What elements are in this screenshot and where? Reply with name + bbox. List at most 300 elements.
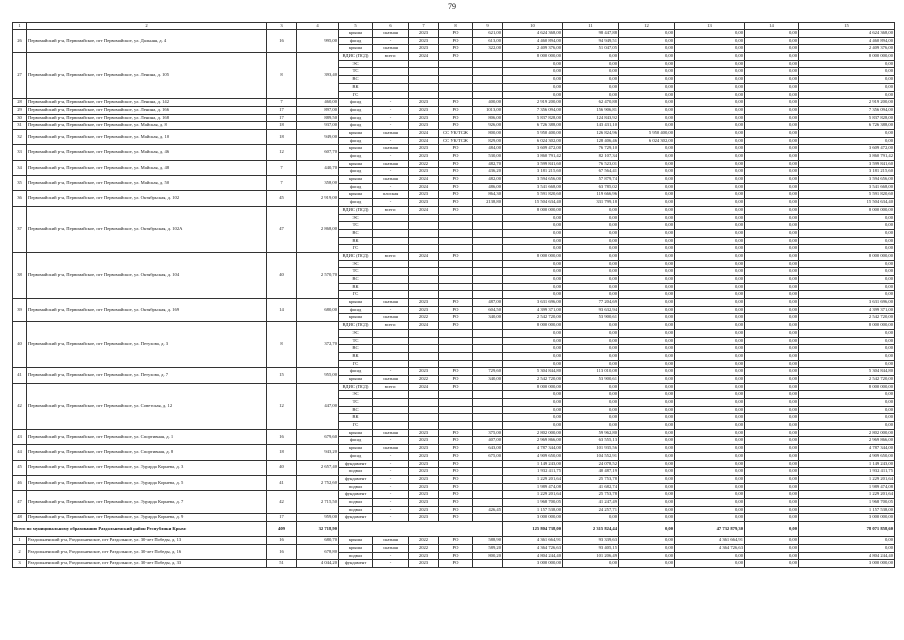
fund-budget-cell: 0,00 [675, 352, 745, 360]
apartments-cell: 17 [267, 514, 297, 522]
fund-regional-cell: 0,00 [799, 406, 895, 414]
fund-local-cell: 0,00 [745, 399, 799, 407]
cost-cell: 1 989 474,08 [503, 483, 563, 491]
subtype-cell [373, 291, 409, 299]
work-type-cell: ВДИС (ПСД) [339, 53, 373, 61]
fund-budget-cell: 0,00 [675, 437, 745, 445]
cost-cell: 0,00 [503, 214, 563, 222]
fund-budget-cell: 0,00 [675, 145, 745, 153]
fund-budget-cell: 0,00 [675, 383, 745, 391]
table-row [13, 560, 895, 568]
fund-regional-cell: 3 181 215,60 [799, 168, 895, 176]
specific-cost-cell: 0,00 [563, 222, 619, 230]
work-type-cell: крыша [339, 545, 373, 553]
fund-budget-cell: 0,00 [675, 191, 745, 199]
year-cell: 2023 [409, 429, 439, 437]
fund-owner-cell: 0,00 [619, 160, 675, 168]
cost-cell: 15 504 634,40 [503, 199, 563, 207]
fund-budget-cell: 0,00 [675, 291, 745, 299]
specific-cost-cell: 59 962,80 [563, 429, 619, 437]
volume-cell [473, 337, 503, 345]
work-type-cell: ЭС [339, 214, 373, 222]
volume-cell: 482,70 [473, 160, 503, 168]
address-cell: Первомайский р-н, Первомайское, пгт Первомайское, ул. Дальняя, д. 4 [27, 30, 267, 53]
fund-local-cell: 0,00 [745, 176, 799, 184]
volume-cell [473, 360, 503, 368]
work-type-cell: ВДИС (ПСД) [339, 383, 373, 391]
row-number-cell: 29 [13, 106, 27, 114]
fund-local-cell: 0,00 [745, 76, 799, 84]
fund-owner-cell: 0,00 [619, 406, 675, 414]
method-cell: СС УК/ТСЖ [439, 137, 473, 145]
fund-local-cell: 0,00 [745, 30, 799, 38]
subtype-cell: - [373, 483, 409, 491]
specific-cost-cell: 0,00 [563, 337, 619, 345]
specific-cost-cell: 0,00 [563, 60, 619, 68]
subtype-cell [373, 360, 409, 368]
year-cell [409, 76, 439, 84]
method-cell: РО [439, 199, 473, 207]
cost-cell: 0,00 [503, 237, 563, 245]
specific-cost-cell: 63 785,02 [563, 183, 619, 191]
cost-cell: 2 802 000,00 [503, 429, 563, 437]
row-number-cell: 35 [13, 176, 27, 191]
fund-budget-cell: 0,00 [675, 460, 745, 468]
area-cell: 2 657,40 [297, 460, 339, 475]
work-type-cell: ВК [339, 352, 373, 360]
subtype-cell: - [373, 475, 409, 483]
year-cell [409, 414, 439, 422]
fund-regional-cell: 0,00 [799, 360, 895, 368]
volume-cell: 400,00 [473, 99, 503, 107]
method-cell: РО [439, 475, 473, 483]
volume-cell [473, 83, 503, 91]
fund-local-cell: 0,00 [745, 37, 799, 45]
year-cell [409, 345, 439, 353]
cost-cell: 5 591 820,60 [503, 191, 563, 199]
fund-owner-cell: 0,00 [619, 329, 675, 337]
fund-local-cell: 0,00 [745, 498, 799, 506]
volume-cell [473, 91, 503, 99]
fund-owner-cell: 0,00 [619, 445, 675, 453]
cost-cell: 0,00 [503, 83, 563, 91]
apartments-cell: 18 [267, 129, 297, 144]
address-cell: Первомайский р-н, Первомайское, пгт Первомайское, ул. Майская, д. 10 [27, 129, 267, 144]
fund-local-cell: 0,00 [745, 445, 799, 453]
address-cell: Первомайский р-н, Первомайское, пгт Первомайское, ул. Спортивная, д. 1 [27, 429, 267, 444]
year-cell: 2024 [409, 206, 439, 214]
table-row [13, 322, 895, 330]
specific-cost-cell: 0,00 [563, 268, 619, 276]
fund-budget-cell: 0,00 [675, 560, 745, 568]
fund-regional-cell: 0,00 [799, 345, 895, 353]
fund-owner-cell: 0,00 [619, 483, 675, 491]
address-cell: Первомайский р-н, Первомайское, пгт Первомайское, ул. Октябрьская, д. 104 [27, 252, 267, 298]
table-row [13, 106, 895, 114]
fund-owner-cell: 0,00 [619, 337, 675, 345]
apartments-cell: 14 [267, 299, 297, 322]
cost-cell: 5 837 828,00 [503, 114, 563, 122]
cost-cell: 3 541 668,00 [503, 183, 563, 191]
fund-regional-cell: 7 356 094,00 [799, 106, 895, 114]
fund-regional-cell: 4 909 650,00 [799, 452, 895, 460]
fund-regional-cell: 1 932 411,75 [799, 468, 895, 476]
fund-budget-cell: 0,00 [675, 199, 745, 207]
work-type-cell: фасад [339, 153, 373, 161]
fund-local-cell: 0,00 [745, 514, 799, 522]
method-cell: РО [439, 30, 473, 38]
fund-local-cell: 0,00 [745, 475, 799, 483]
fund-budget-cell: 0,00 [675, 222, 745, 230]
cost-cell: 3 631 696,00 [503, 299, 563, 307]
year-cell [409, 83, 439, 91]
fund-regional-cell: 0,00 [799, 422, 895, 430]
year-cell [409, 360, 439, 368]
subtype-cell: всего: [373, 206, 409, 214]
specific-cost-cell: 98 447,88 [563, 30, 619, 38]
volume-cell: 482,00 [473, 176, 503, 184]
cost-cell: 3 594 656,00 [503, 176, 563, 184]
specific-cost-cell: 0,00 [563, 91, 619, 99]
row-number-cell: 34 [13, 160, 27, 175]
fund-budget-cell: 0,00 [675, 37, 745, 45]
method-cell [439, 268, 473, 276]
year-cell: 2024 [409, 53, 439, 61]
method-cell [439, 76, 473, 84]
subtype-cell: - [373, 137, 409, 145]
fund-owner-cell: 0,00 [619, 268, 675, 276]
subtype-cell: - [373, 168, 409, 176]
volume-cell: 436,20 [473, 168, 503, 176]
subtype-cell: - [373, 306, 409, 314]
year-cell [409, 91, 439, 99]
method-cell: РО [439, 514, 473, 522]
subtype-cell [373, 345, 409, 353]
apartments-cell: 40 [267, 252, 297, 298]
method-cell: РО [439, 560, 473, 568]
method-cell: РО [439, 375, 473, 383]
row-number-cell: 36 [13, 191, 27, 206]
subtype-cell [373, 268, 409, 276]
method-cell: РО [439, 160, 473, 168]
fund-budget-cell: 0,00 [675, 260, 745, 268]
cost-cell: 1 157 538,00 [503, 506, 563, 514]
fund-owner-cell: 0,00 [619, 422, 675, 430]
subtype-cell [373, 60, 409, 68]
work-type-cell: крыша [339, 537, 373, 545]
fund-owner-cell: 0,00 [619, 283, 675, 291]
fund-budget-cell: 4 361 664,91 [675, 537, 745, 545]
subtype-cell: скатная [373, 160, 409, 168]
fund-regional-cell: 78 071 858,60 [799, 522, 895, 537]
fund-local-cell: 0,00 [745, 422, 799, 430]
apartments-cell: 16 [267, 30, 297, 53]
subtype-cell: - [373, 114, 409, 122]
year-cell [409, 399, 439, 407]
cost-cell: 2 969 866,00 [503, 437, 563, 445]
method-cell [439, 345, 473, 353]
fund-local-cell: 0,00 [745, 245, 799, 253]
total-row [13, 522, 895, 537]
method-cell: РО [439, 460, 473, 468]
cost-cell: 0,00 [503, 260, 563, 268]
volume-cell: 340,00 [473, 314, 503, 322]
volume-cell: 340,00 [473, 375, 503, 383]
fund-owner-cell: 0,00 [619, 498, 675, 506]
method-cell [439, 360, 473, 368]
volume-cell [473, 468, 503, 476]
cost-cell: 7 356 094,00 [503, 106, 563, 114]
work-type-cell: подвал [339, 498, 373, 506]
fund-owner-cell: 0,00 [619, 45, 675, 53]
area-cell: 995,00 [297, 30, 339, 53]
apartments-cell: 16 [267, 429, 297, 444]
method-cell: РО [439, 437, 473, 445]
fund-budget-cell: 0,00 [675, 506, 745, 514]
fund-local-cell: 0,00 [745, 306, 799, 314]
row-number-cell: 44 [13, 445, 27, 460]
cost-cell: 3 181 215,60 [503, 168, 563, 176]
fund-budget-cell: 0,00 [675, 337, 745, 345]
subtype-cell [373, 91, 409, 99]
method-cell [439, 222, 473, 230]
address-cell: Первомайский р-н, Первомайское, пгт Первомайское, ул. Майская, д. 48 [27, 160, 267, 175]
work-type-cell: ЭС [339, 329, 373, 337]
fund-budget-cell: 0,00 [675, 329, 745, 337]
header-cell: 1 [13, 23, 27, 30]
volume-cell: 486,00 [473, 183, 503, 191]
apartments-cell: 47 [267, 206, 297, 252]
subtype-cell [373, 276, 409, 284]
fund-budget-cell: 0,00 [675, 422, 745, 430]
work-type-cell: ВС [339, 229, 373, 237]
table-row [13, 514, 895, 522]
header-cell: 3 [267, 23, 297, 30]
apartments-cell: 18 [267, 445, 297, 460]
row-number-cell: 26 [13, 30, 27, 53]
fund-owner-cell: 0,00 [619, 491, 675, 499]
year-cell: 2024 [409, 129, 439, 137]
year-cell: 2023 [409, 306, 439, 314]
area-cell: 447,00 [297, 383, 339, 429]
fund-owner-cell: 0,00 [619, 260, 675, 268]
fund-local-cell: 0,00 [745, 168, 799, 176]
fund-budget-cell: 0,00 [675, 283, 745, 291]
fund-local-cell: 0,00 [745, 437, 799, 445]
address-cell: Первомайский р-н, Первомайское, пгт Первомайское, ул. Спортивная, д. 8 [27, 445, 267, 460]
fund-local-cell: 0,00 [745, 222, 799, 230]
work-type-cell: ВК [339, 237, 373, 245]
header-cell: 5 [339, 23, 373, 30]
subtype-cell: скатная [373, 45, 409, 53]
fund-budget-cell: 0,00 [675, 498, 745, 506]
year-cell: 2024 [409, 183, 439, 191]
volume-cell [473, 268, 503, 276]
fund-regional-cell: 0,00 [799, 237, 895, 245]
method-cell [439, 406, 473, 414]
fund-budget-cell: 0,00 [675, 368, 745, 376]
fund-owner-cell: 0,00 [619, 368, 675, 376]
work-type-cell: подвал [339, 506, 373, 514]
fund-owner-cell: 0,00 [619, 437, 675, 445]
fund-regional-cell: 2 409 376,00 [799, 45, 895, 53]
subtype-cell [373, 337, 409, 345]
year-cell: 2023 [409, 153, 439, 161]
work-type-cell: ГС [339, 91, 373, 99]
work-type-cell: крыша [339, 445, 373, 453]
volume-cell [473, 214, 503, 222]
area-cell: 607,70 [297, 145, 339, 160]
fund-regional-cell: 3 594 656,00 [799, 176, 895, 184]
method-cell [439, 422, 473, 430]
address-cell: Первомайский р-н, Первомайское, пгт Первомайское, ул. Октябрьская, д. 102А [27, 206, 267, 252]
row-number-cell: 31 [13, 122, 27, 130]
work-type-cell: фундамент [339, 460, 373, 468]
volume-cell [473, 399, 503, 407]
fund-regional-cell: 0,00 [799, 76, 895, 84]
cost-cell: 0,00 [503, 391, 563, 399]
volume-cell [473, 498, 503, 506]
year-cell [409, 60, 439, 68]
area-cell: 440,70 [297, 160, 339, 175]
volume-cell [473, 383, 503, 391]
cost-cell: 0,00 [503, 337, 563, 345]
method-cell: РО [439, 314, 473, 322]
work-type-cell: фундамент [339, 475, 373, 483]
subtype-cell: - [373, 106, 409, 114]
area-cell: 678,80 [297, 545, 339, 560]
apartments-cell: 8 [267, 322, 297, 368]
specific-cost-cell: 0,00 [563, 245, 619, 253]
fund-local-cell: 0,00 [745, 552, 799, 560]
work-type-cell: фундамент [339, 514, 373, 522]
specific-cost-cell: 41 247,49 [563, 498, 619, 506]
fund-local-cell: 0,00 [745, 53, 799, 61]
fund-regional-cell: 0,00 [799, 545, 895, 553]
fund-budget-cell: 0,00 [675, 122, 745, 130]
work-type-cell: ТС [339, 399, 373, 407]
row-number-cell: 3 [13, 560, 27, 568]
specific-cost-cell: 0,00 [563, 406, 619, 414]
fund-regional-cell: 3 609 472,00 [799, 145, 895, 153]
fund-local-cell: 0,00 [745, 260, 799, 268]
work-type-cell: ВДИС (ПСД) [339, 322, 373, 330]
fund-budget-cell: 4 364 726,63 [675, 545, 745, 553]
volume-cell: 729,60 [473, 368, 503, 376]
fund-owner-cell: 0,00 [619, 429, 675, 437]
year-cell: 2023 [409, 475, 439, 483]
year-cell: 2023 [409, 122, 439, 130]
address-cell: Раздольненский р-н, Раздольненское, пгт Раздольное, ул. 30-лет Победы, д. 13 [27, 537, 267, 545]
fund-local-cell: 0,00 [745, 322, 799, 330]
fund-budget-cell: 0,00 [675, 252, 745, 260]
method-cell [439, 329, 473, 337]
specific-cost-cell: 143 431,10 [563, 122, 619, 130]
fund-local-cell: 0,00 [745, 129, 799, 137]
specific-cost-cell: 57 879,74 [563, 176, 619, 184]
year-cell [409, 283, 439, 291]
fund-budget-cell: 0,00 [675, 406, 745, 414]
year-cell [409, 229, 439, 237]
area-cell: 2 715,50 [297, 491, 339, 514]
volume-cell: 926,00 [473, 122, 503, 130]
specific-cost-cell: 124 843,92 [563, 114, 619, 122]
fund-local-cell: 0,00 [745, 391, 799, 399]
method-cell [439, 337, 473, 345]
volume-cell [473, 406, 503, 414]
fund-regional-cell: 8 000 000,00 [799, 53, 895, 61]
fund-owner-cell: 0,00 [619, 99, 675, 107]
fund-regional-cell: 3 631 696,00 [799, 299, 895, 307]
address-cell: Первомайский р-н, Первомайское, пгт Первомайское, ул. Петухова, д. 3 [27, 322, 267, 368]
fund-owner-cell: 0,00 [619, 299, 675, 307]
fund-budget-cell: 0,00 [675, 345, 745, 353]
specific-cost-cell: 0,00 [563, 360, 619, 368]
cost-cell: 4 460 894,00 [503, 37, 563, 45]
method-cell [439, 291, 473, 299]
specific-cost-cell: 0,00 [563, 252, 619, 260]
year-cell: 2023 [409, 498, 439, 506]
specific-cost-cell: 24 078,52 [563, 460, 619, 468]
fund-owner-cell: 0,00 [619, 106, 675, 114]
method-cell: РО [439, 106, 473, 114]
cost-cell: 1 229 201,64 [503, 491, 563, 499]
volume-cell [473, 206, 503, 214]
work-type-cell: подвал [339, 483, 373, 491]
fund-local-cell: 0,00 [745, 314, 799, 322]
fund-local-cell: 0,00 [745, 522, 799, 537]
year-cell: 2024 [409, 322, 439, 330]
fund-owner-cell: 0,00 [619, 199, 675, 207]
row-number-cell: 47 [13, 491, 27, 514]
fund-regional-cell: 1 157 538,00 [799, 506, 895, 514]
method-cell [439, 229, 473, 237]
subtype-cell [373, 283, 409, 291]
specific-cost-cell: 0,00 [563, 560, 619, 568]
year-cell: 2023 [409, 483, 439, 491]
method-cell [439, 391, 473, 399]
volume-cell [473, 68, 503, 76]
cost-cell: 4 804 244,40 [503, 552, 563, 560]
specific-cost-cell: 331 799,18 [563, 199, 619, 207]
table-row [13, 537, 895, 545]
specific-cost-cell: 62 470,88 [563, 99, 619, 107]
year-cell [409, 245, 439, 253]
work-type-cell: крыша [339, 176, 373, 184]
header-cell: 11 [563, 23, 619, 30]
year-cell: 2023 [409, 491, 439, 499]
specific-cost-cell: 0,00 [563, 83, 619, 91]
work-type-cell: фасад [339, 368, 373, 376]
year-cell [409, 291, 439, 299]
row-number-cell: 48 [13, 514, 27, 522]
table-row [13, 191, 895, 199]
fund-regional-cell: 0,00 [799, 137, 895, 145]
fund-regional-cell: 0,00 [799, 60, 895, 68]
address-cell: Первомайский р-н, Первомайское, пгт Первомайское, ул. Эдуарда Корнева, д. 3 [27, 460, 267, 475]
specific-cost-cell: 63 555,13 [563, 437, 619, 445]
fund-budget-cell: 0,00 [675, 514, 745, 522]
year-cell: 2023 [409, 452, 439, 460]
cost-cell: 0,00 [503, 276, 563, 284]
specific-cost-cell: 126 824,96 [563, 129, 619, 137]
method-cell: РО [439, 452, 473, 460]
table-row [13, 491, 895, 499]
fund-local-cell: 0,00 [745, 299, 799, 307]
fund-local-cell: 0,00 [745, 60, 799, 68]
specific-cost-cell: 0,00 [563, 214, 619, 222]
fund-regional-cell: 3 599 841,60 [799, 160, 895, 168]
